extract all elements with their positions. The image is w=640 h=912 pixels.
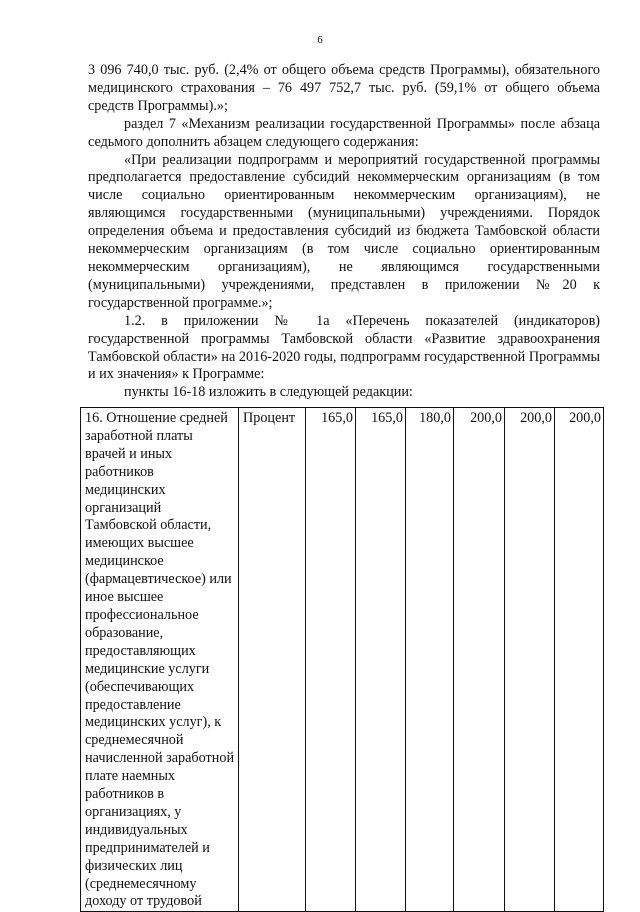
indicators-table: [80, 407, 604, 912]
page-number: 6: [317, 34, 323, 46]
value-cell: 165,0: [306, 408, 356, 912]
paragraph: «При реализации подпрограмм и мероприятий государственной программы предполагается предоставление субсидий некоммерческим организациям (в том числе социально ориентированным некоммерческим организациям), не являющимся государственными (муниципальными) учреждениями. Порядок определения объема и предоставления субсидий из бюджета Тамбовской области некоммерческим организациям (в том числе социально ориентированным некоммерческим организациям), не являющимся государственными (муниципальными) учреждениями, представлен в приложении №20 к государственной программе.»;: [88, 151, 600, 311]
indicator-name-cell: 16. Отношение средней заработной платы врачей и иных работников медицинских организаций Тамбовской области, имеющих высшее медицинское (фармацевтическое) или иное высшее профессиональное образование, предоставляющих медицинские услуги (обеспечивающих предоставление медицинских услуг), к среднемесячной начисленной заработной плате наемных работников в организациях, у индивидуальных предпринимателей и физических лиц (среднемесячному доходу от трудовой: [81, 408, 239, 912]
paragraph: раздел 7 «Механизм реализации государственной Программы» после абзаца седьмого дополнить абзацем следующего содержания:: [88, 115, 600, 150]
value-cell: 200,0: [454, 408, 505, 912]
paragraph: 1.2. в приложении № 1а «Перечень показателей (индикаторов) государственной программы Тамбовской области «Развитие здравоохранения Тамбовской области» на 2016-2020 годы, подпрограмм государственной Программы и их значения» к Программе:: [88, 312, 600, 383]
unit-cell: Процент: [239, 408, 306, 912]
paragraph: пункты 16-18 изложить в следующей редакции:: [124, 384, 413, 401]
value-cell: 200,0: [505, 408, 555, 912]
body-text: [88, 62, 600, 402]
table-row: [81, 408, 604, 912]
value-cell: 165,0: [356, 408, 406, 912]
value-cell: 200,0: [555, 408, 604, 912]
value-cell: 180,0: [406, 408, 454, 912]
paragraph: 3 096 740,0 тыс. руб. (2,4% от общего объема средств Программы), обязательного медицинского страхования – 76 497 752,7 тыс. руб. (59,1% от общего объема средств Программы).»;: [88, 62, 600, 114]
